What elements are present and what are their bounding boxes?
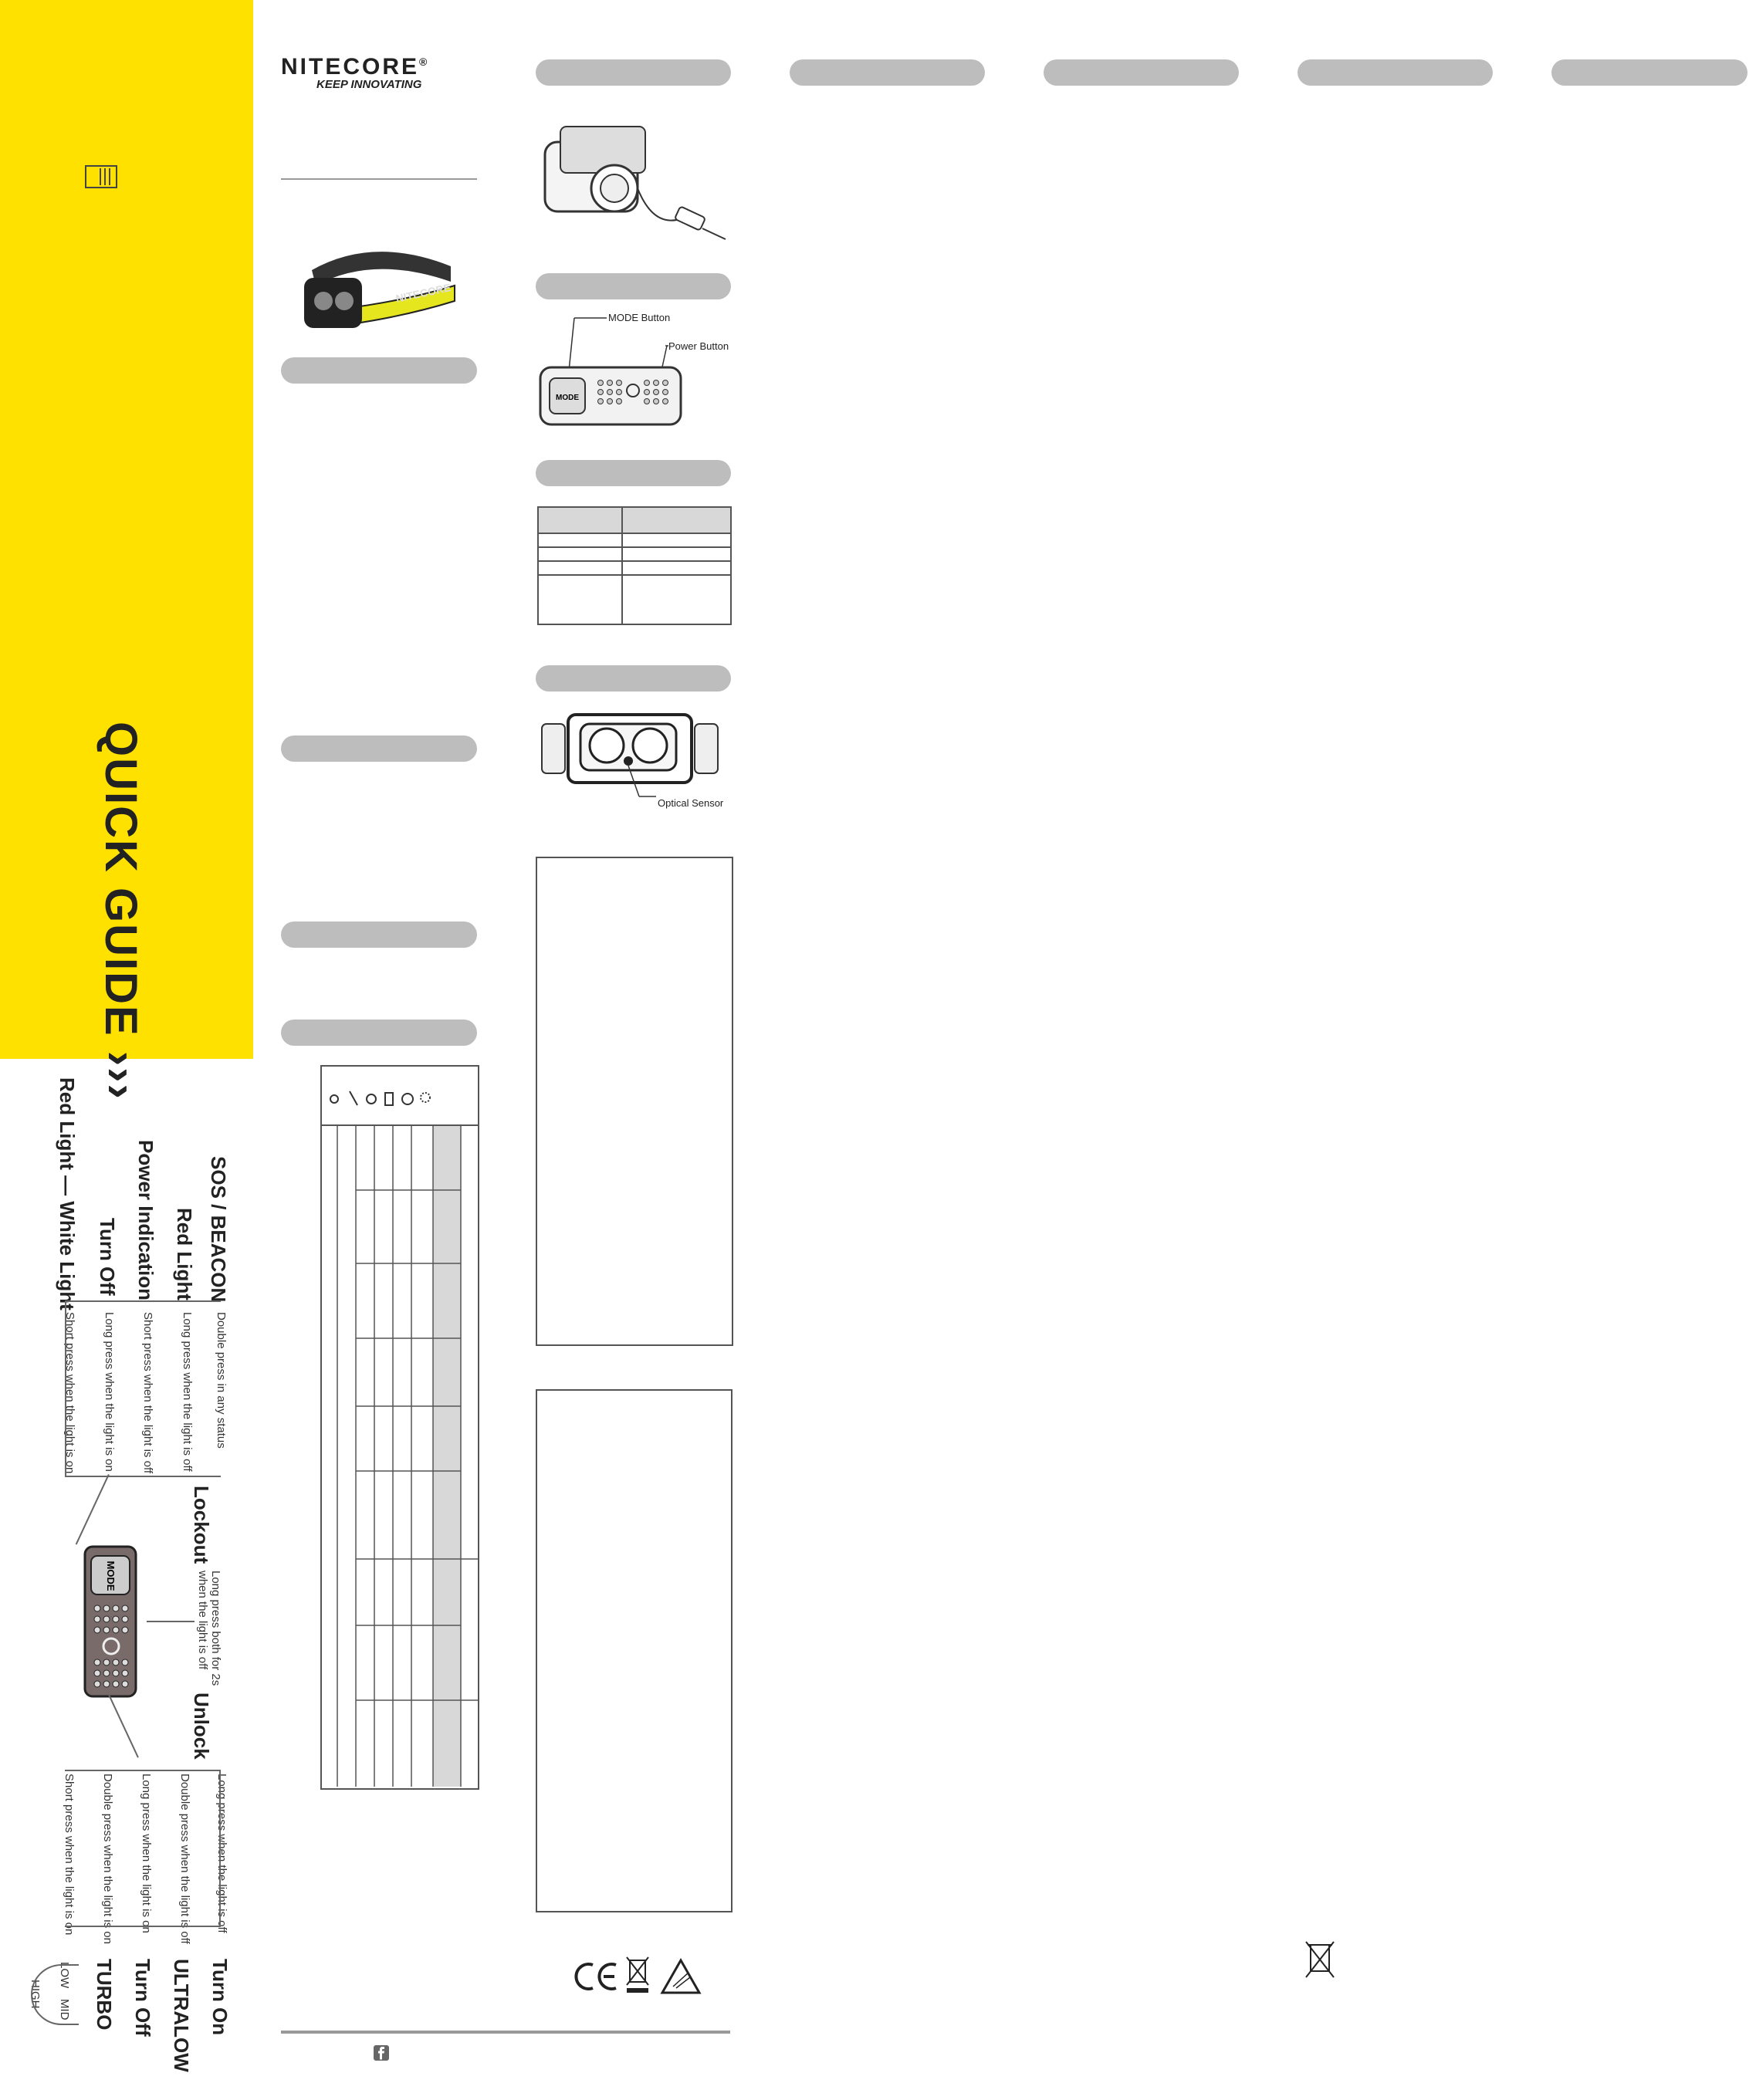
op-label-red-white: Red Light — White Light [56, 1077, 79, 1310]
weee-bin-icon [1298, 1936, 1342, 1980]
facebook-icon[interactable] [374, 2045, 389, 2061]
section-header-bar [536, 59, 731, 86]
label-optical-sensor: Optical Sensor [658, 797, 724, 809]
divider [281, 178, 477, 180]
cycle-high: HIGH [29, 1980, 42, 2009]
op-desc-turn-off: Long press when the light is on [103, 1312, 116, 1472]
op-desc-power-indication: Short press when the light is off [141, 1312, 154, 1474]
op-label-turbo: TURBO [93, 1959, 116, 2031]
svg-text:MODE: MODE [556, 394, 579, 402]
document-icon [85, 165, 117, 188]
op-desc-lock: Long press both for 2s when the light is off [196, 1571, 222, 1686]
section-header-bar [536, 273, 731, 299]
button-layout-diagram [537, 309, 730, 431]
spec-icons [327, 1074, 442, 1121]
section-header-bar [1044, 59, 1239, 86]
op-label-ultralow: ULTRALOW [170, 1959, 193, 2072]
connector-line [108, 1694, 139, 1757]
charging-diagram [537, 96, 730, 247]
section-header-bar [281, 921, 477, 948]
spec-table [320, 1065, 479, 1790]
spec-table-vlines [322, 1124, 478, 1787]
op-label-sos: SOS / BEACON [207, 1156, 230, 1303]
cycle-low: LOW [58, 1962, 71, 1989]
section-header-bar [281, 736, 477, 762]
section-header-bar [1551, 59, 1748, 86]
headlamp-image [296, 239, 458, 336]
op-lock-bracket [147, 1621, 195, 1622]
section-header-bar [536, 665, 731, 692]
op-desc-turn-on: Long press when the light is off [215, 1774, 228, 1933]
op-desc-cycle: Short press when the light is on [63, 1774, 76, 1936]
connector-line [76, 1474, 110, 1544]
footer-rule [281, 2031, 730, 2034]
op-left-bracket [65, 1300, 221, 1477]
op-label-unlock: Unlock [190, 1693, 213, 1760]
section-header-bar [790, 59, 985, 86]
op-desc-ultralow: Double press when the light is off [178, 1774, 191, 1944]
cycle-mid: MID [58, 1999, 71, 2021]
spec-table-header-row [322, 1067, 478, 1126]
op-right-bracket [65, 1770, 221, 1927]
op-desc-turbo: Double press when the light is on [101, 1774, 114, 1944]
op-label-turn-on: Turn On [208, 1959, 232, 2036]
op-label-power-indication: Power Indication [134, 1140, 157, 1301]
section-header-bar [281, 1020, 477, 1046]
button-panel-diagram [83, 1545, 137, 1698]
section-header-bar [536, 460, 731, 486]
warning-triangle-icon [659, 1957, 702, 1996]
op-label-turn-off-2: Turn Off [131, 1959, 154, 2037]
label-power-button: Power Button [668, 340, 729, 352]
brand-tagline: KEEP INNOVATING [316, 78, 422, 91]
op-desc-sos: Double press in any status [215, 1312, 228, 1449]
warranty-box [536, 1389, 733, 1912]
weee-bin-icon [624, 1953, 651, 1996]
op-label-turn-off: Turn Off [96, 1218, 119, 1296]
label-mode-button: MODE Button [608, 312, 671, 323]
brand-logo: NITECORE® [281, 54, 430, 79]
svg-text:MODE: MODE [105, 1561, 117, 1591]
cycle-arc [31, 1964, 79, 2025]
cover-title: QUICK GUIDE ››› [96, 722, 146, 1101]
op-desc-red-light: Long press when the light is off [181, 1312, 194, 1472]
section-header-bar [281, 357, 477, 384]
ce-mark-icon [573, 1959, 619, 1994]
op-label-lockout: Lockout [190, 1486, 213, 1564]
op-desc-red-white: Short press when the light is on [63, 1312, 76, 1474]
front-view-diagram [537, 710, 722, 803]
op-desc-turn-off-2: Long press when the light is on [140, 1774, 153, 1933]
op-label-red-light: Red Light [173, 1208, 196, 1300]
warning-box [536, 857, 733, 1346]
svg-text:NITECORE: NITECORE [394, 281, 452, 305]
small-table [537, 506, 732, 625]
section-header-bar [1298, 59, 1493, 86]
